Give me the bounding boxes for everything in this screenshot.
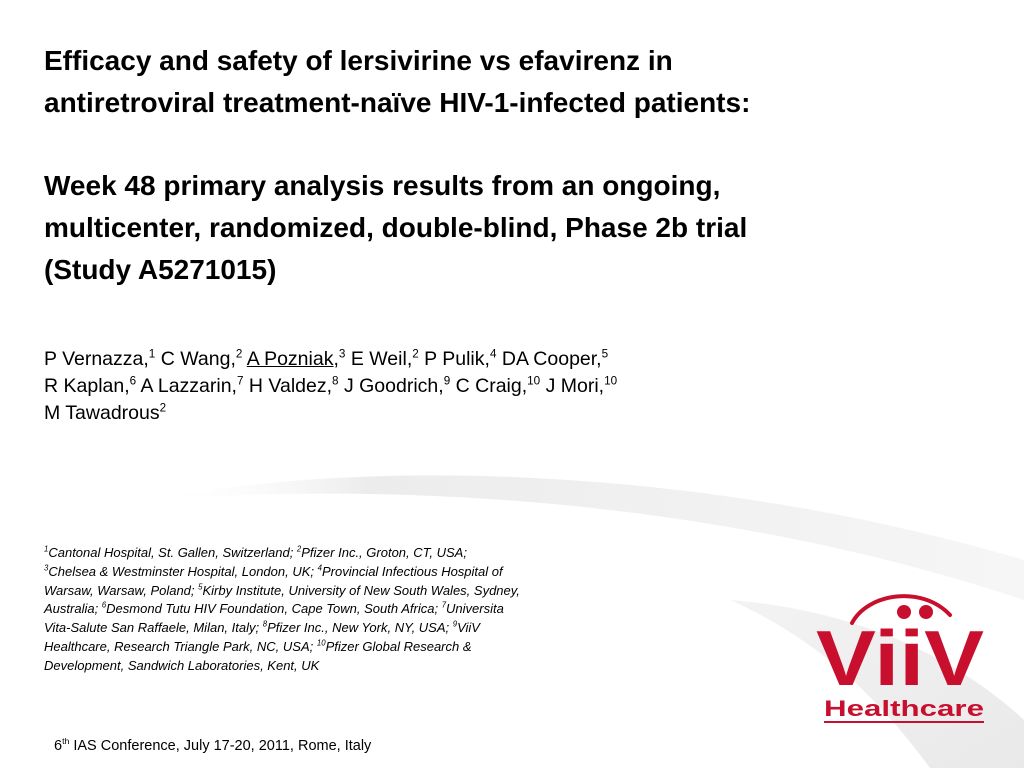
- author-list: [44, 346, 617, 427]
- author-line-1: P Vernazza,$^1$ C Wang,$^2$ A Pozniak,$^3$ E Weil,$^2$ P Pulik,$^4$ DA Cooper,$^5$: [44, 347, 609, 370]
- affiliations: [44, 544, 684, 676]
- author-line-2: R Kaplan,$^6$ A Lazzarin,$^7$ H Valdez,$^8$ J Goodrich,$^9$ C Craig,$^{10}$ J Mori,$^{10}$: [44, 374, 618, 397]
- author-name: A Lazzarin,: [140, 375, 237, 397]
- author-name: J Goodrich,: [343, 375, 444, 397]
- logo-wordmark: ViiV: [816, 614, 984, 702]
- author-line-3: M Tawadrous$^2$: [44, 401, 167, 424]
- author-name: H Valdez,: [248, 375, 333, 397]
- author-name: C Craig,: [455, 375, 528, 397]
- subtitle-line-1: Week 48 primary analysis results from an ongoing,: [44, 170, 721, 201]
- author-name: E Weil,: [350, 348, 413, 370]
- conference-footer: 6th IAS Conference, July 17-20, 2011, Rome, Italy: [54, 736, 372, 754]
- affiliation-line: Development, Sandwich Laboratories, Kent, UK: [44, 657, 320, 673]
- logo-subtext: Healthcare: [824, 696, 984, 721]
- author-name: P Vernazza,: [44, 348, 149, 370]
- subtitle-line-3: (Study A5271015): [44, 254, 277, 285]
- viiv-healthcare-logo: [800, 575, 1000, 730]
- title-line-1: Efficacy and safety of lersivirine vs efavirenz in: [44, 45, 673, 76]
- affiliation-line: $^1$Cantonal Hospital, St. Gallen, Switzerland; $^2$Pfizer Inc., Groton, CT, USA;: [44, 544, 467, 560]
- author-name: DA Cooper,: [501, 348, 602, 370]
- affiliation-line: $^3$Chelsea & Westminster Hospital, London, UK; $^4$Provincial Infectious Hospital of: [44, 563, 503, 579]
- author-name: M Tawadrous: [44, 402, 160, 424]
- author-name: R Kaplan,: [44, 375, 130, 397]
- author-name: P Pulik,: [424, 348, 490, 370]
- title-line-2: antiretroviral treatment-naïve HIV-1-infected patients:: [44, 87, 751, 118]
- slide-title: [44, 40, 984, 291]
- subtitle-line-2: multicenter, randomized, double-blind, Phase 2b trial: [44, 212, 748, 243]
- affiliation-line: Healthcare, Research Triangle Park, NC, USA; $^{10}$Pfizer Global Research &: [44, 638, 472, 654]
- affiliation-line: Warsaw, Warsaw, Poland; $^5$Kirby Institute, University of New South Wales, Sydney,: [44, 582, 520, 598]
- affiliation-line: Australia; $^6$Desmond Tutu HIV Foundation, Cape Town, South Africa; $^7$Universita: [44, 601, 504, 617]
- presenting-author: A Pozniak: [246, 348, 334, 370]
- affiliation-line: Vita-Salute San Raffaele, Milan, Italy; $^8$Pfizer Inc., New York, NY, USA; $^9$ViiV: [44, 619, 480, 636]
- author-name: C Wang,: [160, 348, 236, 370]
- author-name: J Mori,: [545, 375, 605, 397]
